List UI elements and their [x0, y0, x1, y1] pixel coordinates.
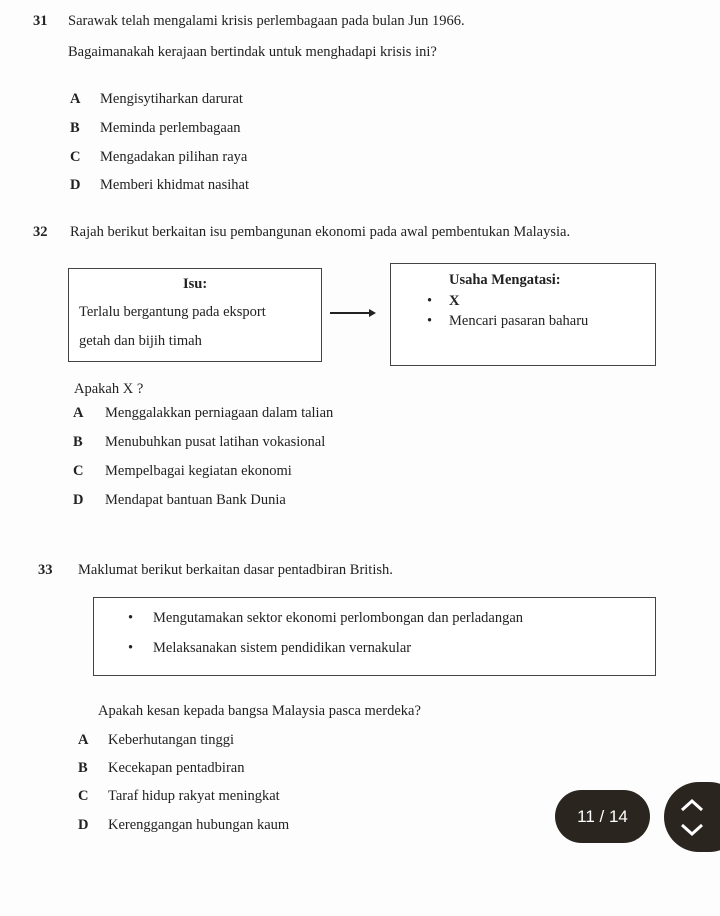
question-stem: Maklumat berikut berkaitan dasar pentadbiran British. [78, 562, 393, 578]
question-number: 31 [33, 13, 48, 29]
option-text: Menggalakkan perniagaan dalam talian [105, 405, 334, 421]
option-text: Meminda perlembagaan [100, 120, 241, 136]
option-letter: B [78, 760, 88, 776]
solution-title: Usaha Mengatasi: [449, 272, 561, 288]
option-letter: C [78, 788, 89, 804]
chevron-down-icon[interactable] [678, 822, 706, 838]
option-text: Memberi khidmat nasihat [100, 177, 249, 193]
page-nav-button[interactable] [664, 782, 720, 852]
option-text: Mengisytiharkan darurat [100, 91, 243, 107]
question-prompt: Apakah X ? [74, 381, 144, 397]
question-stem: Rajah berikut berkaitan isu pembangunan ekonomi pada awal pembentukan Malaysia. [70, 224, 571, 240]
question-prompt: Apakah kesan kepada bangsa Malaysia pasca merdeka? [98, 703, 421, 719]
option-text: Mengadakan pilihan raya [100, 149, 248, 165]
bullet-icon: • [427, 313, 433, 329]
option-text: Kecekapan pentadbiran [108, 760, 245, 776]
bullet-icon: • [128, 640, 134, 656]
option-letter: D [73, 492, 84, 508]
option-text: Mempelbagai kegiatan ekonomi [105, 463, 292, 479]
solution-box [390, 263, 656, 366]
solution-item: X [449, 293, 460, 309]
info-item: Melaksanakan sistem pendidikan vernakular [153, 640, 412, 656]
issue-text: Terlalu bergantung pada eksport [79, 304, 266, 320]
option-text: Kerenggangan hubungan kaum [108, 817, 290, 833]
option-text: Menubuhkan pusat latihan vokasional [105, 434, 326, 450]
issue-box [68, 268, 322, 362]
option-letter: C [73, 463, 84, 479]
option-letter: A [70, 91, 81, 107]
bullet-icon: • [128, 610, 134, 626]
page-indicator: 11 / 14 [555, 790, 650, 843]
option-text: Mendapat bantuan Bank Dunia [105, 492, 286, 508]
option-letter: A [73, 405, 84, 421]
option-letter: D [70, 177, 81, 193]
question-number: 33 [38, 562, 53, 578]
arrow-icon [330, 312, 370, 314]
option-letter: D [78, 817, 89, 833]
option-letter: B [70, 120, 80, 136]
question-stem: Sarawak telah mengalami krisis perlembagaan pada bulan Jun 1966. [68, 13, 465, 29]
info-box [93, 597, 656, 676]
chevron-up-icon[interactable] [678, 797, 706, 813]
option-letter: C [70, 149, 81, 165]
question-stem: Bagaimanakah kerajaan bertindak untuk menghadapi krisis ini? [68, 44, 437, 60]
option-letter: B [73, 434, 83, 450]
bullet-icon: • [427, 293, 433, 309]
question-number: 32 [33, 224, 48, 240]
option-text: Keberhutangan tinggi [108, 732, 235, 748]
solution-item: Mencari pasaran baharu [449, 313, 589, 329]
issue-text: getah dan bijih timah [79, 333, 202, 349]
option-letter: A [78, 732, 89, 748]
info-item: Mengutamakan sektor ekonomi perlombongan dan perladangan [153, 610, 524, 626]
issue-title: Isu: [183, 276, 208, 292]
option-text: Taraf hidup rakyat meningkat [108, 788, 280, 804]
